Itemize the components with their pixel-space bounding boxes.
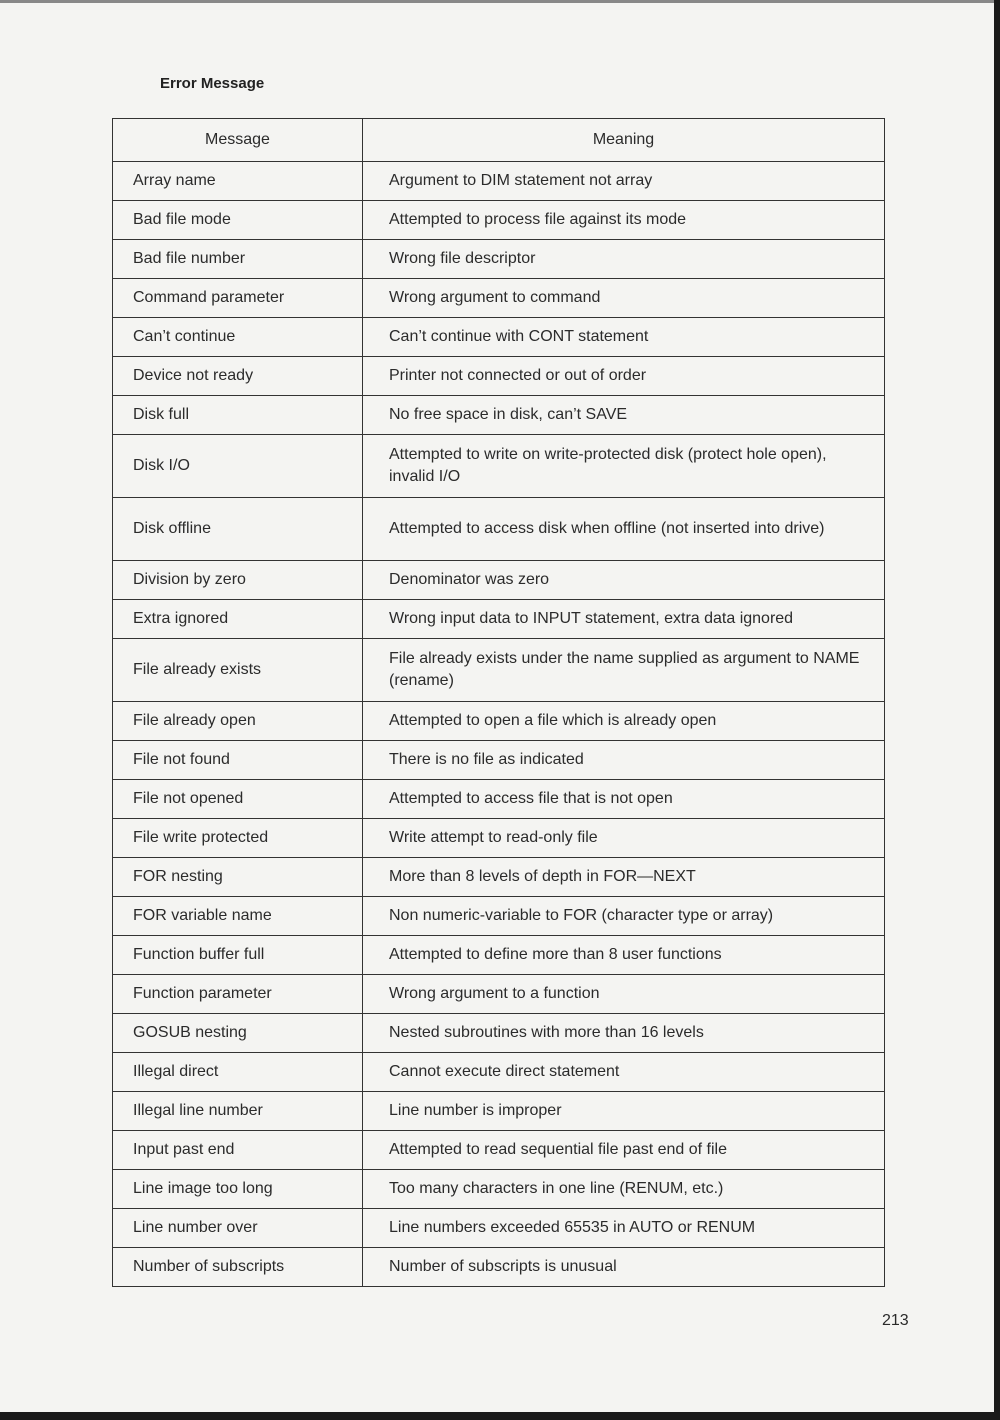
- meaning-cell: Number of subscripts is unusual: [363, 1248, 885, 1287]
- meaning-cell: File already exists under the name supplied as argument to NAME (rename): [363, 639, 885, 702]
- table-row: [113, 201, 885, 240]
- table-row: [113, 162, 885, 201]
- table-row: [113, 357, 885, 396]
- meaning-cell: Nested subroutines with more than 16 levels: [363, 1014, 885, 1053]
- meaning-cell: Printer not connected or out of order: [363, 357, 885, 396]
- meaning-cell: Line numbers exceeded 65535 in AUTO or RENUM: [363, 1209, 885, 1248]
- message-cell: Disk offline: [113, 498, 363, 561]
- message-cell: Can’t continue: [113, 318, 363, 357]
- message-cell: FOR variable name: [113, 897, 363, 936]
- message-cell: Function buffer full: [113, 936, 363, 975]
- message-cell: File not found: [113, 741, 363, 780]
- meaning-cell: Line number is improper: [363, 1092, 885, 1131]
- column-header-message: Message: [113, 119, 363, 162]
- meaning-cell: Argument to DIM statement not array: [363, 162, 885, 201]
- message-cell: Command parameter: [113, 279, 363, 318]
- table-row: [113, 702, 885, 741]
- message-cell: Device not ready: [113, 357, 363, 396]
- table-row: [113, 600, 885, 639]
- meaning-cell: Attempted to write on write-protected disk (protect hole open), invalid I/O: [363, 435, 885, 498]
- meaning-cell: There is no file as indicated: [363, 741, 885, 780]
- message-cell: FOR nesting: [113, 858, 363, 897]
- table-row: [113, 741, 885, 780]
- meaning-cell: Wrong input data to INPUT statement, extra data ignored: [363, 600, 885, 639]
- table-row: [113, 435, 885, 498]
- table-row: [113, 780, 885, 819]
- meaning-cell: Attempted to open a file which is already open: [363, 702, 885, 741]
- meaning-cell: Can’t continue with CONT statement: [363, 318, 885, 357]
- error-message-table: [112, 118, 885, 1287]
- table-row: [113, 396, 885, 435]
- message-cell: File already open: [113, 702, 363, 741]
- table-row: [113, 498, 885, 561]
- table-row: [113, 858, 885, 897]
- table-row: [113, 1053, 885, 1092]
- table-row: [113, 279, 885, 318]
- table-row: [113, 819, 885, 858]
- message-cell: Function parameter: [113, 975, 363, 1014]
- message-cell: Line number over: [113, 1209, 363, 1248]
- table-row: [113, 1248, 885, 1287]
- message-cell: GOSUB nesting: [113, 1014, 363, 1053]
- message-cell: Line image too long: [113, 1170, 363, 1209]
- page-bottom-edge: [0, 1412, 1000, 1420]
- message-cell: Division by zero: [113, 561, 363, 600]
- message-cell: Bad file number: [113, 240, 363, 279]
- meaning-cell: No free space in disk, can’t SAVE: [363, 396, 885, 435]
- table-row: [113, 1014, 885, 1053]
- page-title: Error Message: [160, 75, 265, 92]
- table-row: [113, 1170, 885, 1209]
- message-cell: Illegal direct: [113, 1053, 363, 1092]
- table-row: [113, 318, 885, 357]
- page-right-edge: [994, 0, 1000, 1420]
- message-cell: Extra ignored: [113, 600, 363, 639]
- meaning-cell: Wrong argument to a function: [363, 975, 885, 1014]
- message-cell: Bad file mode: [113, 201, 363, 240]
- table-row: [113, 240, 885, 279]
- table-row: [113, 1092, 885, 1131]
- meaning-cell: Wrong file descriptor: [363, 240, 885, 279]
- message-cell: Disk I/O: [113, 435, 363, 498]
- meaning-cell: Attempted to read sequential file past end of file: [363, 1131, 885, 1170]
- table-row: [113, 561, 885, 600]
- page-top-edge: [0, 0, 1000, 3]
- meaning-cell: Wrong argument to command: [363, 279, 885, 318]
- table-row: [113, 1209, 885, 1248]
- meaning-cell: More than 8 levels of depth in FOR—NEXT: [363, 858, 885, 897]
- message-cell: Illegal line number: [113, 1092, 363, 1131]
- table-row: [113, 897, 885, 936]
- meaning-cell: Non numeric-variable to FOR (character type or array): [363, 897, 885, 936]
- meaning-cell: Attempted to access file that is not open: [363, 780, 885, 819]
- message-cell: Number of subscripts: [113, 1248, 363, 1287]
- meaning-cell: Denominator was zero: [363, 561, 885, 600]
- message-cell: Input past end: [113, 1131, 363, 1170]
- table-row: [113, 1131, 885, 1170]
- page-number: 213: [882, 1312, 909, 1329]
- meaning-cell: Write attempt to read-only file: [363, 819, 885, 858]
- table-row: [113, 975, 885, 1014]
- table-header-row: [113, 119, 885, 162]
- meaning-cell: Cannot execute direct statement: [363, 1053, 885, 1092]
- message-cell: File already exists: [113, 639, 363, 702]
- table-row: [113, 936, 885, 975]
- message-cell: File write protected: [113, 819, 363, 858]
- table-row: [113, 639, 885, 702]
- message-cell: Disk full: [113, 396, 363, 435]
- meaning-cell: Attempted to define more than 8 user functions: [363, 936, 885, 975]
- meaning-cell: Too many characters in one line (RENUM, etc.): [363, 1170, 885, 1209]
- message-cell: File not opened: [113, 780, 363, 819]
- message-cell: Array name: [113, 162, 363, 201]
- meaning-cell: Attempted to process file against its mode: [363, 201, 885, 240]
- column-header-meaning: Meaning: [363, 119, 885, 162]
- meaning-cell: Attempted to access disk when offline (not inserted into drive): [363, 498, 885, 561]
